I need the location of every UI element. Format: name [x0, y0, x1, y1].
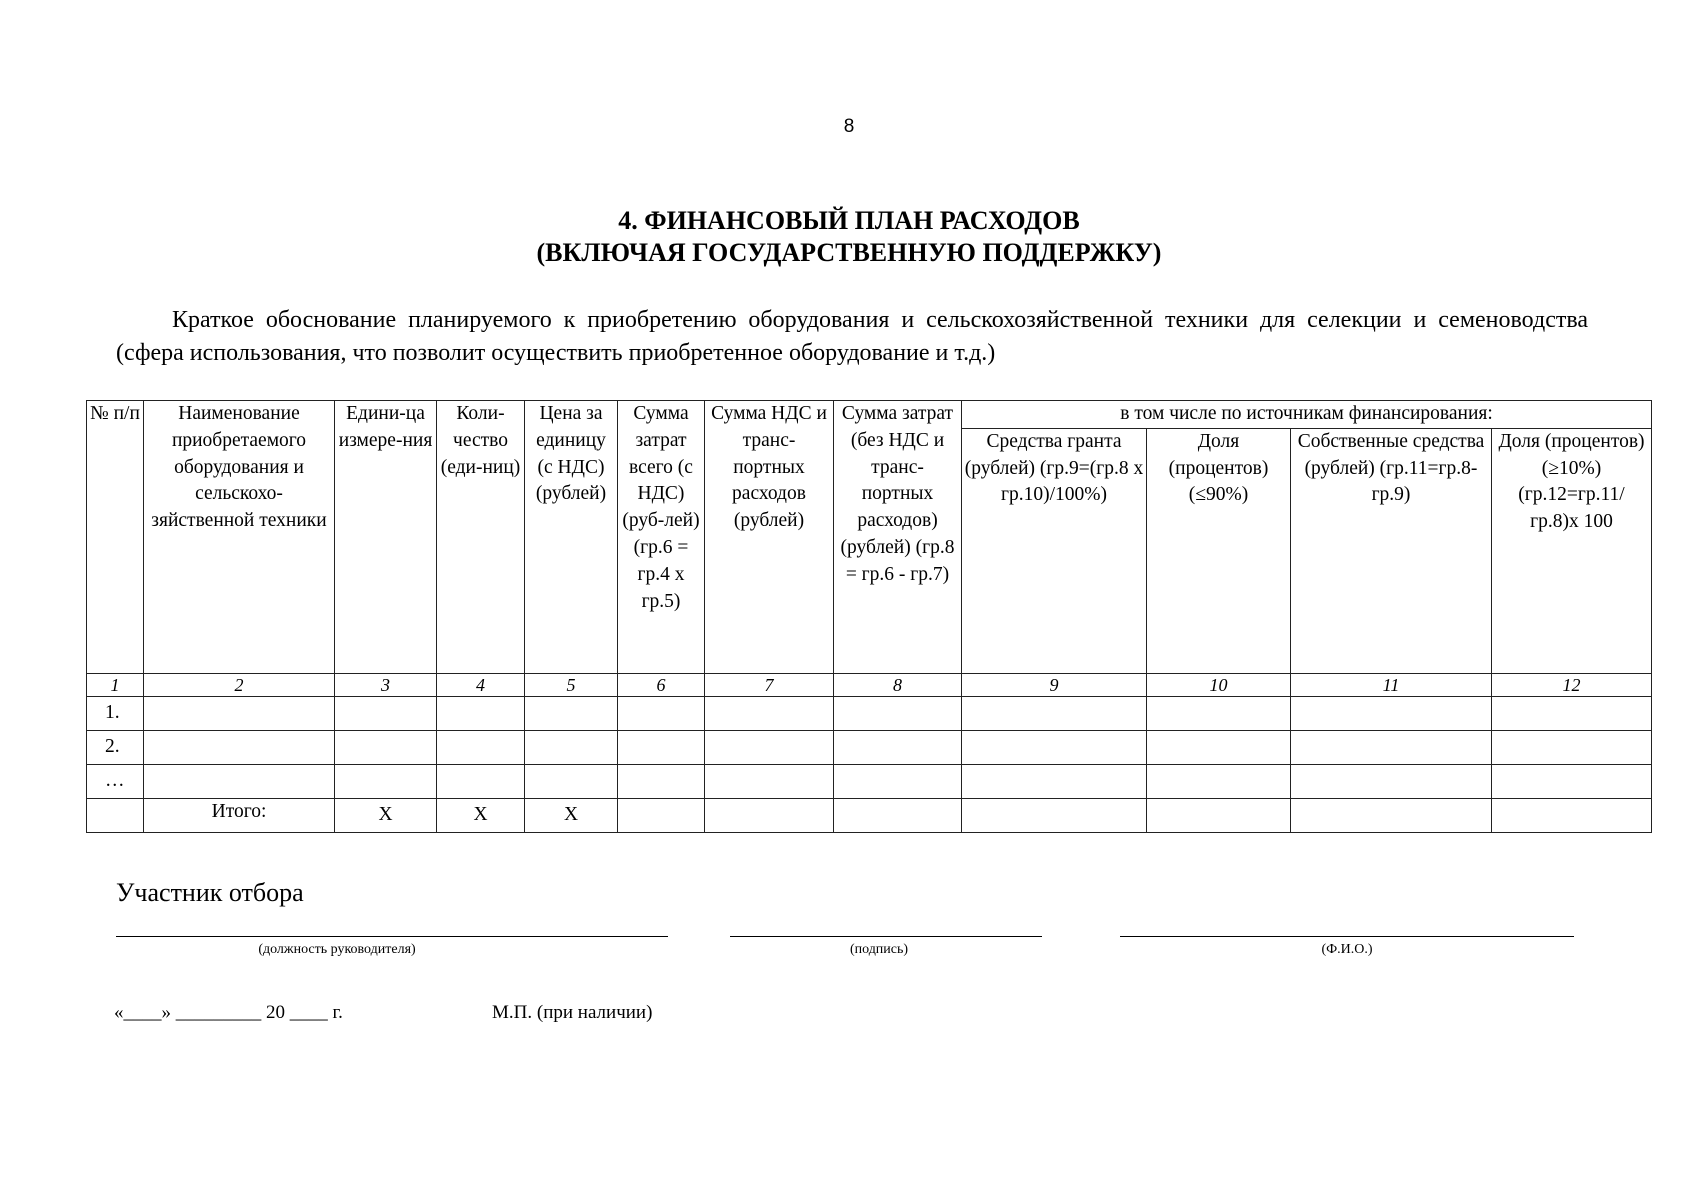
financial-plan-table: [86, 400, 1652, 833]
signature-label: (подпись): [849, 942, 909, 957]
table-cell[interactable]: [437, 765, 525, 799]
table-cell[interactable]: [1291, 799, 1492, 833]
header-unit: Едини-ца измере-ния: [335, 401, 437, 674]
title-line-1: 4. ФИНАНСОВЫЙ ПЛАН РАСХОДОВ: [618, 206, 1080, 235]
total-row: [87, 799, 1652, 833]
column-number: 8: [834, 674, 962, 697]
header-grant: Средства гранта (рублей) (гр.9=(гр.8 х гр.10)/100%): [962, 428, 1147, 673]
column-number: 5: [525, 674, 618, 697]
table-cell[interactable]: [834, 765, 962, 799]
table-cell[interactable]: [705, 731, 834, 765]
header-grant-share: Доля (процентов) (≤90%): [1147, 428, 1291, 673]
total-label: Итого:: [144, 799, 335, 833]
table-cell[interactable]: [705, 799, 834, 833]
table-cell[interactable]: [1492, 731, 1652, 765]
column-number-row: [87, 674, 1652, 697]
table-cell[interactable]: [335, 731, 437, 765]
date-line[interactable]: «____» _________ 20 ____ г.: [114, 1002, 343, 1023]
table-cell[interactable]: [1147, 765, 1291, 799]
column-number: 3: [335, 674, 437, 697]
table-cell[interactable]: [962, 731, 1147, 765]
name-label: (Ф.И.О.): [1321, 942, 1373, 957]
table-cell[interactable]: [705, 765, 834, 799]
table-cell[interactable]: [437, 731, 525, 765]
page-number: 8: [843, 116, 855, 137]
position-line[interactable]: [116, 936, 668, 937]
title-line-2: (ВКЛЮЧАЯ ГОСУДАРСТВЕННУЮ ПОДДЕРЖКУ): [536, 238, 1162, 267]
table-cell[interactable]: [618, 799, 705, 833]
table-row: [87, 697, 1652, 731]
table-cell[interactable]: [962, 697, 1147, 731]
table-cell[interactable]: [834, 697, 962, 731]
row-number: …: [87, 765, 144, 799]
header-total-cost: Сумма затрат всего (с НДС) (руб-лей) (гр.6 = гр.4 х гр.5): [618, 401, 705, 674]
table-cell[interactable]: [525, 765, 618, 799]
table-cell[interactable]: [1291, 731, 1492, 765]
header-quantity: Коли-чество (еди-ниц): [437, 401, 525, 674]
column-number: 12: [1492, 674, 1652, 697]
table-cell[interactable]: [1147, 697, 1291, 731]
table-cell[interactable]: [1492, 697, 1652, 731]
position-label: (должность руководителя): [258, 942, 416, 957]
table-cell[interactable]: [705, 697, 834, 731]
table-cell[interactable]: [1147, 799, 1291, 833]
participant-label: Участник отбора: [116, 878, 304, 907]
row-number: 1.: [87, 697, 144, 731]
header-vat: Сумма НДС и транс-портных расходов (рублей): [705, 401, 834, 674]
table-cell[interactable]: [144, 697, 335, 731]
column-number: 1: [87, 674, 144, 697]
table-cell[interactable]: [144, 731, 335, 765]
column-number: 4: [437, 674, 525, 697]
table-cell[interactable]: [144, 765, 335, 799]
table-cell[interactable]: [962, 765, 1147, 799]
section-title: [0, 205, 1698, 269]
header-cost-net: Сумма затрат (без НДС и транс-портных расходов) (рублей) (гр.8 = гр.6 - гр.7): [834, 401, 962, 674]
x-mark: Х: [525, 799, 618, 833]
intro-paragraph: Краткое обоснование планируемого к приобретению оборудования и сельскохозяйственной техники для селекции и семеноводства (сфера использования, что позволит осуществить приобретенное оборудование и т.д.): [116, 307, 1588, 366]
column-number: 2: [144, 674, 335, 697]
table-cell[interactable]: [1147, 731, 1291, 765]
table-cell[interactable]: [834, 799, 962, 833]
x-mark: Х: [335, 799, 437, 833]
name-line[interactable]: [1120, 936, 1574, 937]
header-financing-sources: в том числе по источникам финансирования:: [962, 401, 1652, 429]
table-cell[interactable]: [335, 697, 437, 731]
header-unit-price: Цена за единицу (с НДС) (рублей): [525, 401, 618, 674]
table-cell[interactable]: [618, 765, 705, 799]
table-row: [87, 731, 1652, 765]
table-cell[interactable]: [1291, 765, 1492, 799]
column-number: 10: [1147, 674, 1291, 697]
table-cell[interactable]: [1492, 765, 1652, 799]
table-cell[interactable]: [1291, 697, 1492, 731]
table-row: [87, 765, 1652, 799]
header-name: Наименование приобретаемого оборудования и сельскохо-зяйственной техники: [144, 401, 335, 674]
table-cell[interactable]: [1492, 799, 1652, 833]
table-cell[interactable]: [525, 731, 618, 765]
header-own-funds: Собственные средства (рублей) (гр.11=гр.8-гр.9): [1291, 428, 1492, 673]
stamp-label: М.П. (при наличии): [492, 1002, 653, 1023]
table-cell[interactable]: [437, 697, 525, 731]
table-cell[interactable]: [618, 697, 705, 731]
signature-line[interactable]: [730, 936, 1042, 937]
table-cell[interactable]: [525, 697, 618, 731]
table-cell[interactable]: [834, 731, 962, 765]
column-number: 6: [618, 674, 705, 697]
header-number: № п/п: [87, 401, 144, 674]
table-cell: [87, 799, 144, 833]
column-number: 7: [705, 674, 834, 697]
header-own-share: Доля (процентов) (≥10%) (гр.12=гр.11/ гр.8)х 100: [1492, 428, 1652, 673]
row-number: 2.: [87, 731, 144, 765]
table-cell[interactable]: [962, 799, 1147, 833]
x-mark: Х: [437, 799, 525, 833]
table-cell[interactable]: [618, 731, 705, 765]
column-number: 11: [1291, 674, 1492, 697]
table-cell[interactable]: [335, 765, 437, 799]
column-number: 9: [962, 674, 1147, 697]
header-row: [87, 401, 1652, 429]
